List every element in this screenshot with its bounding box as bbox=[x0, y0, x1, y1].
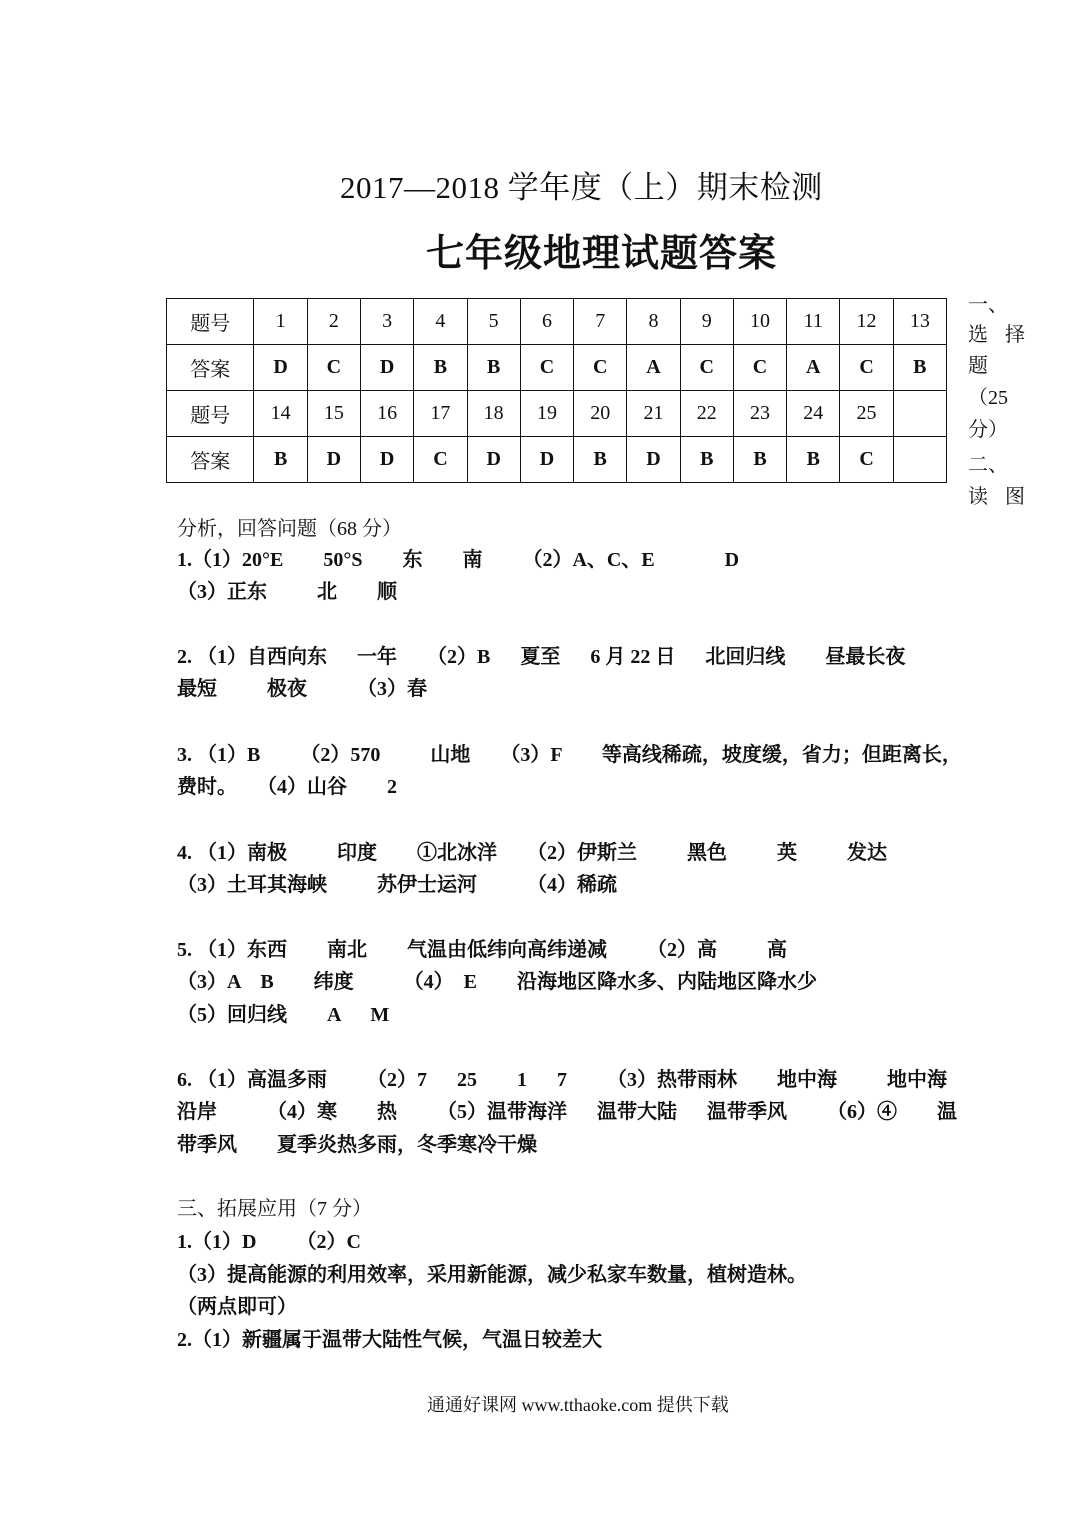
table-cell: 19 bbox=[520, 391, 573, 437]
table-cell: B bbox=[414, 345, 467, 391]
answer-line: （3）A B 纬度 （4） E 沿海地区降水多、内陆地区降水少 bbox=[177, 971, 818, 993]
table-cell: D bbox=[361, 437, 414, 483]
answer-line: 2. （1）自西向东 一年 （2）B 夏至 6 月 22 日 北回归线 昼最长夜 bbox=[177, 646, 906, 668]
table-cell: C bbox=[733, 345, 786, 391]
side-note-line: 题 bbox=[968, 355, 988, 377]
answer-line: 3. （1）B （2）570 山地 （3）F 等高线稀疏，坡度缓，省力；但距离长， bbox=[177, 744, 962, 766]
table-cell: 23 bbox=[733, 391, 786, 437]
answer-subtitle: 七年级地理试题答案 bbox=[426, 233, 778, 275]
table-cell: D bbox=[307, 437, 360, 483]
table-cell: B bbox=[893, 345, 946, 391]
table-cell: C bbox=[680, 345, 733, 391]
table-cell: 17 bbox=[414, 391, 467, 437]
answer-line: （3）提高能源的利用效率，采用新能源，减少私家车数量，植树造林。 bbox=[177, 1264, 807, 1286]
table-cell: 3 bbox=[361, 299, 414, 345]
answer-line: 2.（1）新疆属于温带大陆性气候，气温日较差大 bbox=[177, 1329, 602, 1351]
answer-line: 6. （1）高温多雨 （2）7 25 1 7 （3）热带雨林 地中海 地中海 bbox=[177, 1069, 947, 1091]
footer-source: 通通好课网 www.tthaoke.com 提供下载 bbox=[427, 1395, 729, 1415]
table-cell: C bbox=[840, 345, 893, 391]
table-cell: 6 bbox=[520, 299, 573, 345]
table-cell: C bbox=[307, 345, 360, 391]
table-cell: B bbox=[467, 345, 520, 391]
table-cell: D bbox=[467, 437, 520, 483]
table-cell: 4 bbox=[414, 299, 467, 345]
table-cell: C bbox=[574, 345, 627, 391]
table-cell: 10 bbox=[733, 299, 786, 345]
side-note-line: 二、 bbox=[968, 454, 1008, 476]
table-cell: A bbox=[627, 345, 680, 391]
table-cell: 25 bbox=[840, 391, 893, 437]
answer-line: 费时。 （4）山谷 2 bbox=[177, 776, 397, 798]
section-two-heading: 分析，回答问题（68 分） bbox=[177, 518, 402, 540]
answer-line: 5. （1）东西 南北 气温由低纬向高纬递减 （2）高 高 bbox=[177, 939, 787, 961]
table-cell bbox=[893, 391, 946, 437]
table-cell: 8 bbox=[627, 299, 680, 345]
table-cell: 12 bbox=[840, 299, 893, 345]
table-cell: C bbox=[840, 437, 893, 483]
table-cell: 16 bbox=[361, 391, 414, 437]
table-cell: 1 bbox=[254, 299, 307, 345]
table-cell: 15 bbox=[307, 391, 360, 437]
table-cell: C bbox=[520, 345, 573, 391]
table-cell: 14 bbox=[254, 391, 307, 437]
table-cell: B bbox=[254, 437, 307, 483]
side-note-line: 读 图 bbox=[968, 486, 1031, 508]
row-label: 题号 bbox=[167, 391, 254, 437]
answer-line: （3）正东 北 顺 bbox=[177, 581, 397, 603]
table-cell: 5 bbox=[467, 299, 520, 345]
answer-line: 4. （1）南极 印度 ①北冰洋 （2）伊斯兰 黑色 英 发达 bbox=[177, 842, 887, 864]
answer-line: （两点即可） bbox=[177, 1296, 297, 1318]
section-three-heading: 三、拓展应用（7 分） bbox=[177, 1198, 372, 1220]
answer-table bbox=[166, 298, 947, 483]
table-cell: 13 bbox=[893, 299, 946, 345]
table-cell: 18 bbox=[467, 391, 520, 437]
answer-line: 沿岸 （4）寒 热 （5）温带海洋 温带大陆 温带季风 （6）④ 温 bbox=[177, 1101, 957, 1123]
table-cell: D bbox=[361, 345, 414, 391]
table-row bbox=[167, 345, 947, 391]
table-cell: 20 bbox=[574, 391, 627, 437]
answer-line: 最短 极夜 （3）春 bbox=[177, 678, 427, 700]
side-note-line: （25 bbox=[968, 387, 1008, 409]
side-note-line: 分） bbox=[968, 419, 1008, 441]
table-cell: B bbox=[574, 437, 627, 483]
answer-line: 1.（1）20°E 50°S 东 南 （2）A、C、E D bbox=[177, 549, 740, 571]
table-cell: 2 bbox=[307, 299, 360, 345]
side-note-line: 一、 bbox=[968, 294, 1008, 316]
table-cell: D bbox=[520, 437, 573, 483]
table-cell: 7 bbox=[574, 299, 627, 345]
table-cell bbox=[893, 437, 946, 483]
answer-line: （3）土耳其海峡 苏伊士运河 （4）稀疏 bbox=[177, 874, 617, 896]
table-cell: D bbox=[254, 345, 307, 391]
table-row bbox=[167, 437, 947, 483]
table-row bbox=[167, 391, 947, 437]
table-cell: B bbox=[733, 437, 786, 483]
exam-title: 2017—2018 学年度（上）期末检测 bbox=[340, 170, 823, 205]
answer-line: 1.（1）D （2）C bbox=[177, 1231, 361, 1253]
side-note-line: 选 择 bbox=[968, 324, 1031, 346]
table-cell: B bbox=[680, 437, 733, 483]
table-cell: B bbox=[787, 437, 840, 483]
table-cell: 21 bbox=[627, 391, 680, 437]
answer-line: （5）回归线 A M bbox=[177, 1004, 390, 1026]
table-cell: A bbox=[787, 345, 840, 391]
answer-line: 带季风 夏季炎热多雨，冬季寒冷干燥 bbox=[177, 1134, 537, 1156]
row-label: 答案 bbox=[167, 345, 254, 391]
row-label: 答案 bbox=[167, 437, 254, 483]
table-cell: D bbox=[627, 437, 680, 483]
table-cell: 9 bbox=[680, 299, 733, 345]
table-cell: 24 bbox=[787, 391, 840, 437]
table-row bbox=[167, 299, 947, 345]
table-cell: 11 bbox=[787, 299, 840, 345]
table-cell: C bbox=[414, 437, 467, 483]
row-label: 题号 bbox=[167, 299, 254, 345]
table-cell: 22 bbox=[680, 391, 733, 437]
